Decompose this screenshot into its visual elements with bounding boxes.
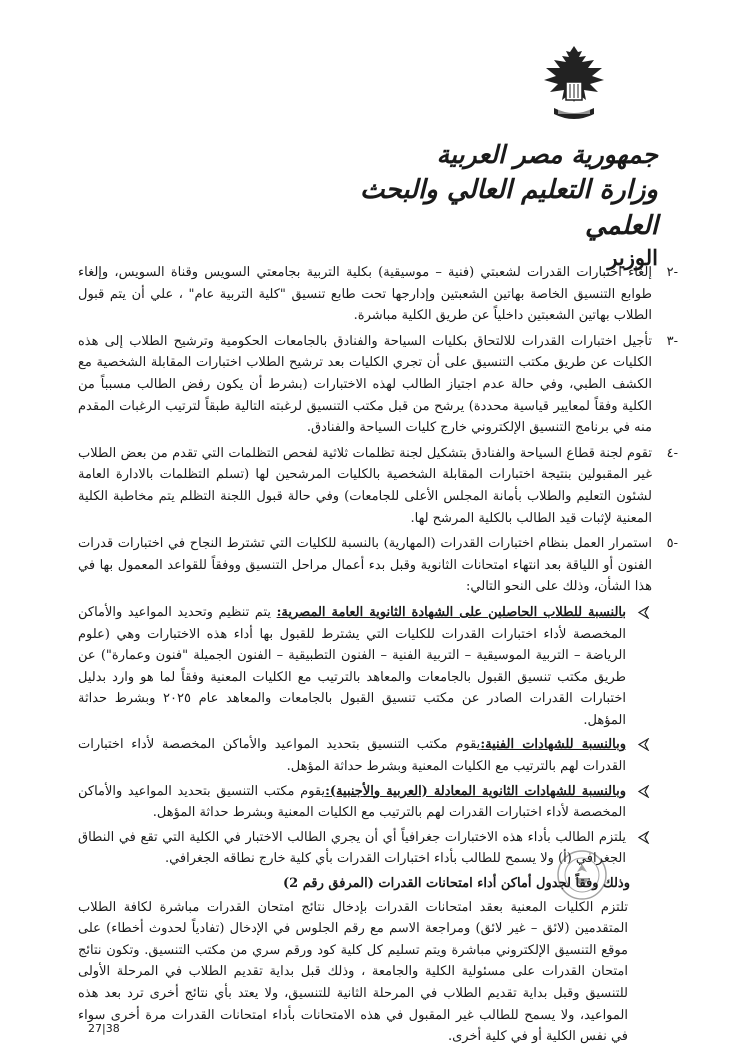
sub-item-lead: وبالنسبة للشهادات الفنية: <box>480 737 626 753</box>
country-name: جمهورية مصر العربية <box>436 140 658 169</box>
numbered-item-2 <box>78 262 678 327</box>
sub-item-technical <box>78 734 672 777</box>
sub-item-text: يقوم مكتب التنسيق بتحديد المواعيد والأماكن المخصصة لأداء اختبارات القدرات لهم بالترتيب مع الكليات المعنية وبشرط حداثة المؤهل. <box>78 737 626 775</box>
sub-item-lead: وبالنسبة للشهادات الثانوية المعادلة (العربية والأجنبية): <box>325 783 626 799</box>
document-body <box>78 262 678 1048</box>
sub-item-text: يقوم مكتب التنسيق بتحديد المواعيد والأماكن المخصصة لأداء اختبارات القدرات لهم بالترتيب مع الكليات المعنية وبشرط حداثة المؤهل. <box>78 783 626 821</box>
minister-title: الوزير <box>607 245 658 270</box>
numbered-item-5 <box>78 533 678 598</box>
item-number: -٥ <box>666 536 678 552</box>
attachment-reference: وذلك وفقاً لجدول أماكن أداء امتحانات القدرات (المرفق رقم 2) <box>283 876 630 892</box>
official-stamp-icon <box>555 848 609 902</box>
arrow-bullet-icon <box>637 831 650 844</box>
item-text: تأجيل اختبارات القدرات للالتحاق بكليات السياحة والفنادق بالجامعات الحكومية وترشيح الطلاب إلى هذه الكليات عن طريق مكتب التنسيق على أن تجري الكليات بعد ترشيح الطلاب اختبارات المقابلة الشخصية مع الكشف الطبي، وفي حالة عدم اجتياز الطالب لهذه الاختبارات (بشرط أن يكون رفض الطالب مسبباً من الكلية وفقاً لمعايير قياسية محددة) يرشح من قبل مكتب التنسيق لرغبته التالية طبقاً لترتيب الرغبات المقدم منه في برنامج التنسيق الإلكتروني خارج كليات السياحة والفنادق. <box>78 333 652 436</box>
final-paragraph: تلتزم الكليات المعنية بعقد امتحانات القدرات بإدخال نتائج امتحان القدرات مباشرة لكافة الطلاب المتقدمين (لائق – غير لائق) ومراجعة الاسم مع رقم الجلوس في الإدخال (تفادياً لحدوث أخطاء) على موقع التنسيق الإلكتروني مباشرة ويتم تسليم كل كلية كود ورقم سري من مكتب التنسيق. وتكون نتائج امتحان القدرات على مسئولية الكلية والجامعة ، وذلك قبل بداية تقديم الطلاب في المرحلة الأولى للتنسيق وقبل بداية تقديم الطلاب في المرحلة الثانية للتنسيق، ولا يعتد بأي نتائج أخرى ترد بعد هذه المواعيد، ولا يسمح للطالب غير المقبول في هذه الامتحانات بأداء امتحانات القدرات مرة أخرى سواء في نفس الكلية أو في كلية أخرى. <box>78 899 628 1045</box>
item-text: تقوم لجنة قطاع السياحة والفنادق بتشكيل لجنة تظلمات ثلاثية لفحص التظلمات التي تقدم من بعض الطلاب غير المقبولين بنتيجة اختبارات المقابلة الشخصية بالكليات المرشحين لها (تسلم التظلمات بالادارة العامة لشئون التعليم والطلاب بأمانة المجلس الأعلى للجامعات) وفي حالة قبول اللجنة التظلم يتم مخاطبة الكلية المعنية لإثبات قيد الطالب بالكلية المرشح لها. <box>78 445 652 526</box>
item-number: -٣ <box>666 333 678 349</box>
sub-item-text: يتم تنظيم وتحديد المواعيد والأماكن المخصصة لأداء اختبارات القدرات للكليات التي يشترط للقبول بها أداء هذه الاختبارات وهي (علوم الرياضة – التربية الموسيقية – التربية الفنية – الفنون التطبيقية – الفنون الجميلة "فنون وعمارة") عن طريق مكتب تنسيق القبول بالجامعات والمعاهد بالترتيب مع الكليات المعنية وفقاً لما هو وارد بدليل اختبارات القدرات الصادر عن مكتب تنسيق القبول بالجامعات والمعاهد عام ٢٠٢٥ وبشرط حداثة المؤهل. <box>78 604 626 728</box>
sub-item-equivalent <box>78 781 672 824</box>
item-text: استمرار العمل بنظام اختبارات القدرات (المهارية) بالنسبة للكليات التي تشترط النجاح في اختبارات قدرات الفنون أو اللياقة بعد انتهاء امتحانات الثانوية وقبل بدء أعمال مراحل التنسيق ووفقاً للقواعد المعمول بها في هذا الشأن، وذلك على النحو التالي: <box>78 536 652 595</box>
ministry-letterhead <box>338 138 658 272</box>
arrow-bullet-icon <box>637 738 650 751</box>
sub-item-text: يلتزم الطالب بأداء هذه الاختبارات جغرافياً أي أن يجري الطالب الاختبار في الكلية التي تقع في النطاق الجغرافي (أ) ولا يسمح للطالب بأداء اختبارات القدرات بأي كلية خارج نطاقه الجغرافي. <box>78 829 626 867</box>
item-text: إلغاء اختبارات القدرات لشعبتي (فنية – موسيقية) بكلية التربية بجامعتي السويس وقناة السويس، وإلغاء طوابع التنسيق الخاصة بهاتين الشعبتين وإدارجها تحت طابع تنسيق "كلية التربية عام" ، علي أن يتم قبول الطلاب بهاتين الشعبتين داخلياً عن طريق الكلية مباشرة. <box>78 265 652 324</box>
numbered-item-3 <box>78 331 678 439</box>
arrow-bullet-icon <box>637 606 650 619</box>
item-number: -٢ <box>666 265 678 280</box>
page-number: 27|38 <box>88 1022 120 1035</box>
sub-item-lead: بالنسبة للطلاب الحاصلين على الشهادة الثانوية العامة المصرية: <box>276 604 626 620</box>
ministry-name: وزارة التعليم العالي والبحث العلمي <box>359 175 658 241</box>
eagle-emblem-icon <box>540 42 608 128</box>
sub-item-general-secondary <box>78 602 672 732</box>
arrow-bullet-icon <box>637 785 650 798</box>
item-number: -٤ <box>666 445 678 461</box>
numbered-item-4 <box>78 443 678 529</box>
